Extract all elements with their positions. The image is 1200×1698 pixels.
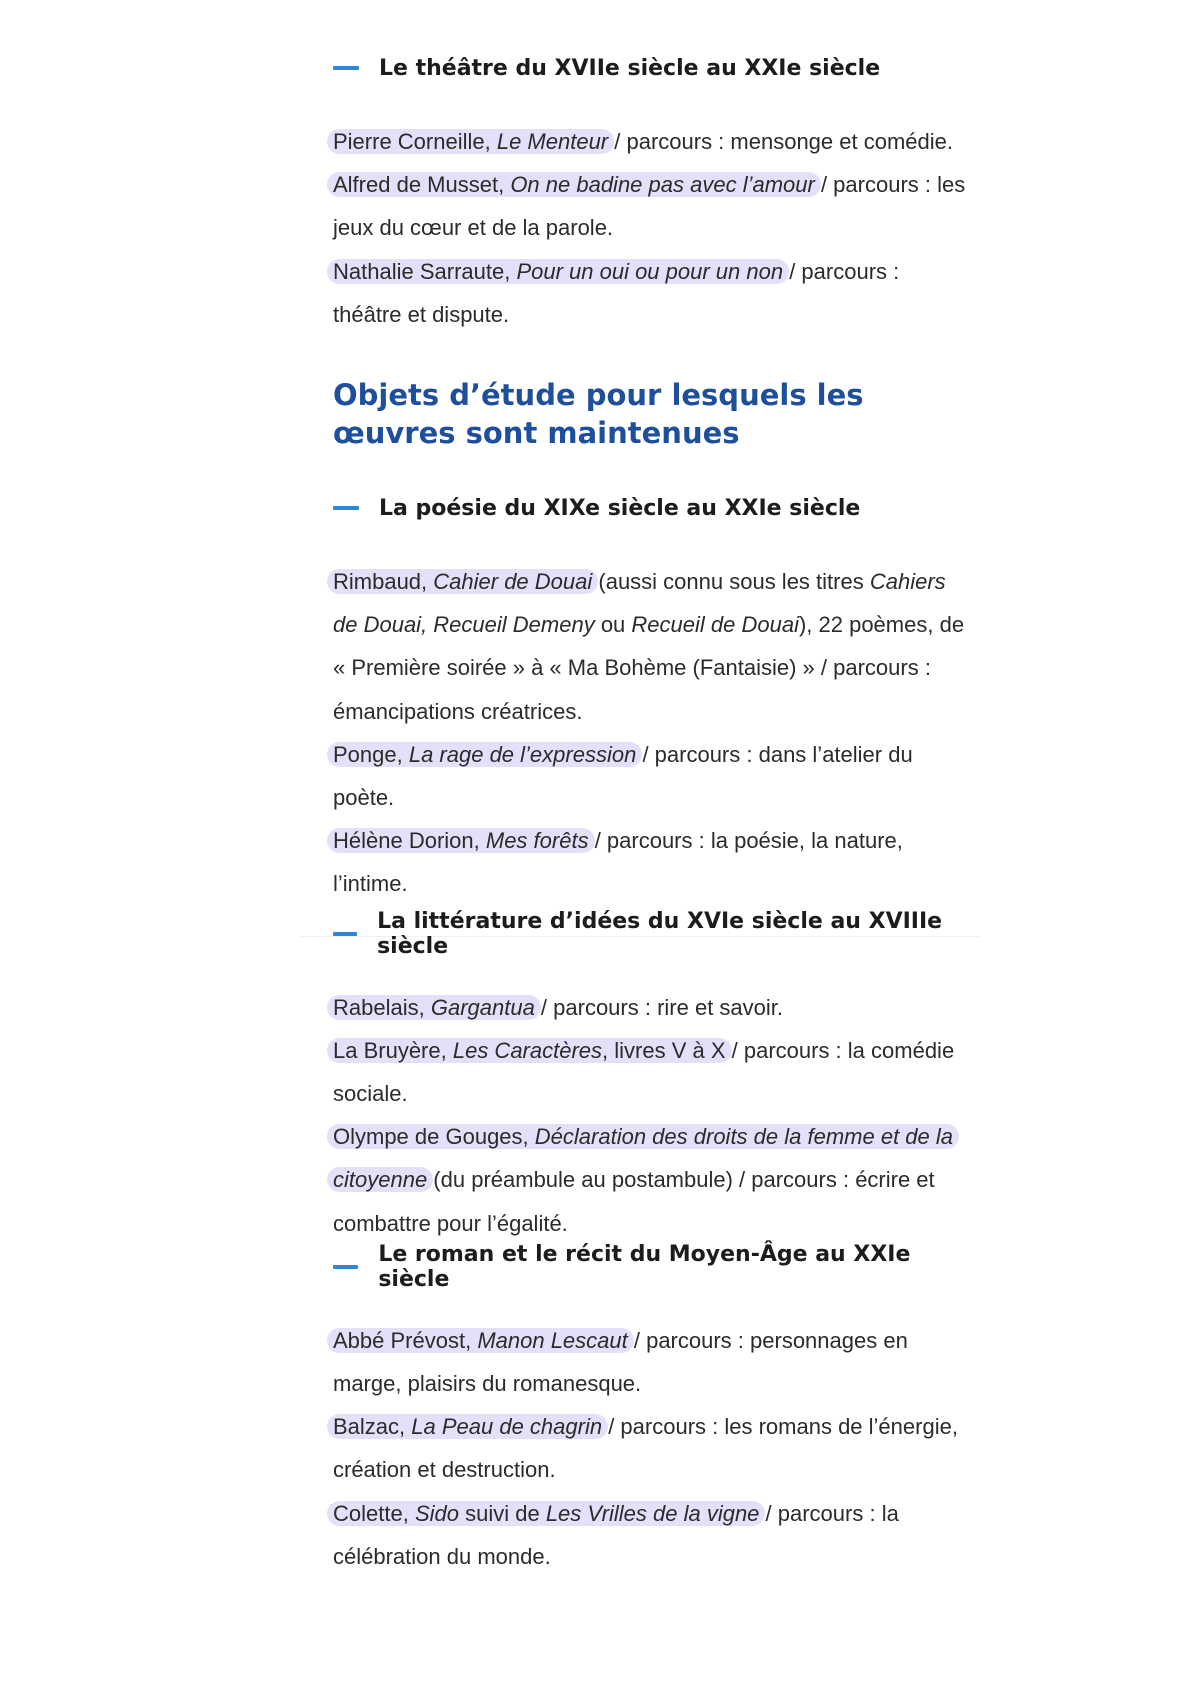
author: Olympe de Gouges, bbox=[333, 1124, 535, 1150]
parcours-text: / parcours : mensonge et comédie. bbox=[608, 129, 953, 154]
parcours-text: (aussi connu sous les titres bbox=[592, 569, 870, 595]
alt-title: Cahiers de Douai, Recueil Demeny bbox=[333, 569, 946, 638]
alt-title: Recueil de Douai bbox=[631, 612, 799, 638]
author: Ponge, bbox=[333, 741, 409, 767]
work-title: La Peau de chagrin bbox=[411, 1414, 603, 1440]
dash-icon bbox=[333, 932, 357, 936]
section-heading-label: La poésie du XIXe siècle au XXIe siècle bbox=[379, 495, 861, 521]
section-poetry bbox=[333, 488, 973, 906]
list-item bbox=[333, 1492, 973, 1578]
section-theatre bbox=[333, 48, 973, 336]
parcours-text: (du préambule au postambule) / parcours : écrire et combattre pour l’égalité. bbox=[333, 1167, 935, 1236]
list-item bbox=[333, 1319, 973, 1405]
highlighted-work bbox=[327, 259, 789, 284]
work-title: Les Caractères bbox=[452, 1037, 603, 1063]
section-ideas bbox=[333, 908, 973, 1245]
author: Alfred de Musset, bbox=[333, 172, 511, 198]
author: Nathalie Sarraute, bbox=[333, 258, 517, 284]
work-title: Gargantua bbox=[430, 994, 535, 1020]
parcours-text: / parcours : les jeux du cœur et de la parole. bbox=[333, 172, 966, 241]
author: Hélène Dorion, bbox=[333, 828, 486, 854]
parcours-text: / parcours : personnages en marge, plaisirs du romanesque. bbox=[333, 1327, 908, 1397]
highlighted-work bbox=[327, 129, 614, 154]
author: Rimbaud, bbox=[333, 569, 434, 595]
parcours-text: / parcours : théâtre et dispute. bbox=[333, 258, 900, 327]
list-item bbox=[333, 1405, 973, 1491]
parcours-text: / parcours : dans l’atelier du poète. bbox=[333, 741, 913, 811]
highlighted-work bbox=[327, 828, 595, 853]
parcours-text: / parcours : la poésie, la nature, l’intime. bbox=[333, 828, 903, 897]
list-item bbox=[333, 250, 973, 336]
parcours-text: / parcours : la célébration du monde. bbox=[333, 1500, 899, 1569]
work-title: Mes forêts bbox=[485, 828, 589, 854]
author: Rabelais, bbox=[333, 994, 431, 1020]
list-item bbox=[333, 819, 973, 905]
work-title: Déclaration des droits de la femme et de la citoyenne bbox=[333, 1124, 953, 1193]
section-heading bbox=[333, 48, 973, 88]
highlighted-work bbox=[327, 172, 821, 197]
list-item bbox=[333, 1115, 973, 1245]
list-item bbox=[333, 163, 973, 249]
work-title-suffix: , livres V à X bbox=[602, 1037, 726, 1063]
list-item bbox=[333, 560, 973, 733]
list-item bbox=[333, 986, 973, 1029]
work-title: On ne badine pas avec l’amour bbox=[510, 172, 815, 198]
entry-list bbox=[333, 560, 973, 906]
work-title: Sido bbox=[414, 1500, 459, 1526]
work-title: Le Menteur bbox=[496, 129, 609, 154]
parcours-text: / parcours : rire et savoir. bbox=[534, 994, 784, 1020]
parcours-text: ou bbox=[594, 612, 632, 638]
highlighted-work bbox=[327, 1038, 732, 1063]
section-heading-label: Le théâtre du XVIIe siècle au XXIe siècle bbox=[379, 55, 881, 81]
list-item bbox=[333, 733, 973, 819]
work-title: Manon Lescaut bbox=[477, 1327, 628, 1353]
highlighted-work bbox=[327, 995, 541, 1020]
dash-icon bbox=[333, 1265, 358, 1269]
list-item bbox=[333, 120, 973, 163]
author: Abbé Prévost, bbox=[333, 1327, 478, 1353]
work-title-connector: suivi de bbox=[458, 1500, 546, 1526]
highlighted-work bbox=[327, 569, 598, 594]
section-heading-label: Le roman et le récit du Moyen-Âge au XXIe siècle bbox=[378, 1241, 911, 1292]
entry-list bbox=[333, 120, 973, 336]
highlighted-work bbox=[327, 1501, 765, 1526]
dash-icon bbox=[333, 66, 359, 70]
document-content bbox=[333, 48, 973, 1578]
dash-icon bbox=[333, 506, 359, 510]
work-title: Pour un oui ou pour un non bbox=[516, 258, 784, 284]
entry-list bbox=[333, 986, 973, 1245]
section-heading bbox=[333, 1241, 973, 1292]
parcours-text: / parcours : la comédie sociale. bbox=[333, 1037, 955, 1107]
work-title: La rage de l’expression bbox=[408, 741, 637, 767]
section-heading-label: La littérature d’idées du XVIe siècle au XVIIIe siècle bbox=[377, 908, 943, 959]
author: Pierre Corneille, bbox=[333, 129, 497, 154]
section-heading bbox=[333, 908, 973, 959]
highlighted-work bbox=[327, 742, 642, 767]
work-title: Cahier de Douai bbox=[433, 569, 593, 595]
highlighted-work bbox=[327, 1328, 634, 1353]
work-title: Les Vrilles de la vigne bbox=[545, 1500, 760, 1526]
highlighted-work bbox=[327, 1414, 608, 1439]
list-item bbox=[333, 1029, 973, 1115]
parcours-text: / parcours : les romans de l’énergie, création et destruction. bbox=[333, 1414, 958, 1483]
entry-list bbox=[333, 1319, 973, 1578]
author: Balzac, bbox=[333, 1414, 412, 1440]
page-title: Objets d’étude pour lesquels les œuvres sont maintenues bbox=[333, 378, 864, 451]
parcours-text: ), 22 poèmes, de « Première soirée » à « Ma Bohème (Fantaisie) » / parcours : émancipations créatrices. bbox=[333, 612, 965, 724]
section-novel bbox=[333, 1241, 973, 1578]
section-heading bbox=[333, 488, 973, 528]
author: Colette, bbox=[333, 1500, 415, 1526]
author: La Bruyère, bbox=[333, 1037, 453, 1063]
